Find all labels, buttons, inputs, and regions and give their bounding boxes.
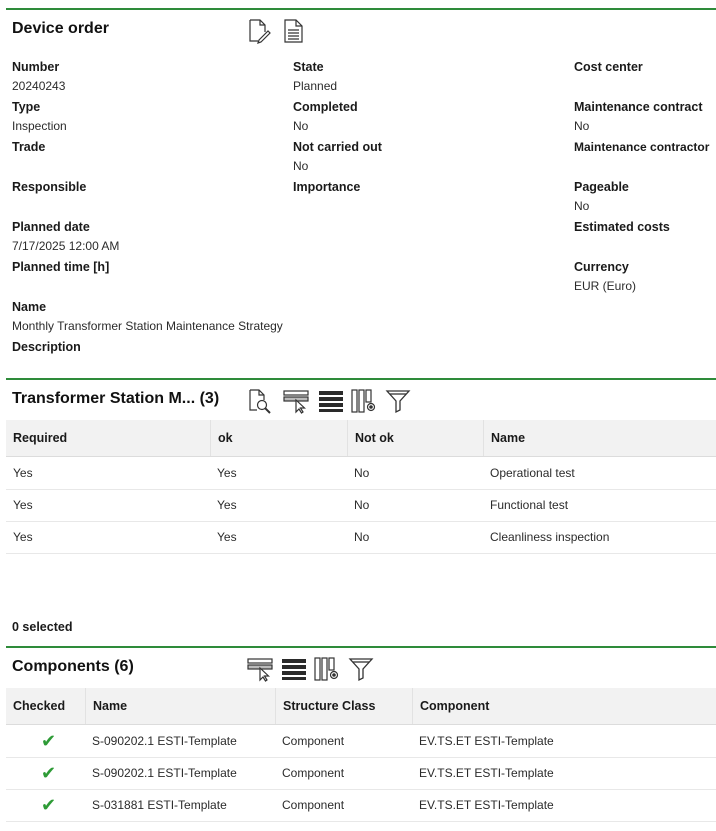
list-view-icon[interactable] xyxy=(317,388,345,414)
name-label: Name xyxy=(12,300,47,314)
state-label: State xyxy=(293,60,324,74)
cell-name: S-090202.1 ESTI-Template xyxy=(92,766,237,780)
checked-icon: ✔ xyxy=(41,731,57,751)
edit-document-icon[interactable] xyxy=(246,18,272,44)
section-divider xyxy=(6,646,716,648)
column-settings-icon[interactable] xyxy=(350,388,378,414)
cell-name: Cleanliness inspection xyxy=(490,530,610,544)
column-header-required[interactable]: Required xyxy=(13,431,68,445)
filter-icon[interactable] xyxy=(384,388,412,414)
table-row[interactable] xyxy=(6,757,716,790)
currency-label: Currency xyxy=(574,260,629,274)
cell-ok: Yes xyxy=(217,530,237,544)
planned-time-label: Planned time [h] xyxy=(12,260,110,274)
description-label: Description xyxy=(12,340,81,354)
column-header-checked[interactable]: Checked xyxy=(13,699,66,713)
pageable-label: Pageable xyxy=(574,180,629,194)
importance-label: Importance xyxy=(293,180,361,194)
completed-label: Completed xyxy=(293,100,358,114)
select-rows-icon[interactable] xyxy=(282,388,310,414)
components-table-header xyxy=(6,688,716,725)
completed-value: No xyxy=(293,119,309,133)
filter-icon[interactable] xyxy=(347,656,375,682)
column-settings-icon[interactable] xyxy=(313,656,341,682)
document-icon[interactable] xyxy=(282,18,306,44)
components-title: Components (6) xyxy=(12,658,134,675)
search-document-icon[interactable] xyxy=(246,388,272,414)
table-row[interactable] xyxy=(6,521,716,554)
table-row[interactable] xyxy=(6,789,716,822)
maintenance-contract-label: Maintenance contract xyxy=(574,100,703,114)
checked-icon: ✔ xyxy=(41,763,57,783)
column-header-name[interactable]: Name xyxy=(483,420,716,456)
estimated-costs-label: Estimated costs xyxy=(574,220,670,234)
table-row[interactable] xyxy=(6,489,716,522)
selection-count: 0 selected xyxy=(12,620,73,634)
cell-structure-class: Component xyxy=(282,734,345,748)
cell-name: Functional test xyxy=(490,498,569,512)
checklist-table-header xyxy=(6,420,716,457)
type-value: Inspection xyxy=(12,119,67,133)
cell-not-ok: No xyxy=(354,498,370,512)
cell-ok: Yes xyxy=(217,498,237,512)
list-view-icon[interactable] xyxy=(280,656,308,682)
pageable-value: No xyxy=(574,199,590,213)
checked-icon: ✔ xyxy=(41,795,57,815)
number-label: Number xyxy=(12,60,60,74)
checklist-title: Transformer Station M... (3) xyxy=(12,390,220,407)
column-header-ok[interactable]: ok xyxy=(210,420,347,456)
state-value: Planned xyxy=(293,79,338,93)
planned-date-value: 7/17/2025 12:00 AM xyxy=(12,239,120,253)
trade-label: Trade xyxy=(12,140,46,154)
column-header-name[interactable]: Name xyxy=(85,688,275,724)
maintenance-contract-value: No xyxy=(574,119,590,133)
cell-required: Yes xyxy=(13,498,33,512)
cell-required: Yes xyxy=(13,466,33,480)
name-value: Monthly Transformer Station Maintenance Strategy xyxy=(12,319,283,333)
cell-component: EV.TS.ET ESTI-Template xyxy=(419,766,554,780)
section-divider xyxy=(6,8,716,10)
maintenance-contractor-label: Maintenance contractor xyxy=(574,140,710,154)
cost-center-label: Cost center xyxy=(574,60,643,74)
responsible-label: Responsible xyxy=(12,180,87,194)
cell-structure-class: Component xyxy=(282,766,345,780)
table-row[interactable] xyxy=(6,457,716,490)
column-header-structure-class[interactable]: Structure Class xyxy=(275,688,412,724)
cell-name: S-090202.1 ESTI-Template xyxy=(92,734,237,748)
currency-value: EUR (Euro) xyxy=(574,279,637,293)
column-header-not-ok[interactable]: Not ok xyxy=(347,420,483,456)
cell-name: Operational test xyxy=(490,466,575,480)
page-title: Device order xyxy=(12,20,109,37)
cell-name: S-031881 ESTI-Template xyxy=(92,798,227,812)
cell-structure-class: Component xyxy=(282,798,345,812)
cell-not-ok: No xyxy=(354,466,370,480)
not-carried-out-value: No xyxy=(293,159,309,173)
type-label: Type xyxy=(12,100,41,114)
cell-required: Yes xyxy=(13,530,33,544)
cell-component: EV.TS.ET ESTI-Template xyxy=(419,798,554,812)
not-carried-out-label: Not carried out xyxy=(293,140,382,154)
cell-not-ok: No xyxy=(354,530,370,544)
cell-ok: Yes xyxy=(217,466,237,480)
planned-date-label: Planned date xyxy=(12,220,90,234)
number-value: 20240243 xyxy=(12,79,66,93)
section-divider xyxy=(6,378,716,380)
column-header-component[interactable]: Component xyxy=(412,688,716,724)
cell-component: EV.TS.ET ESTI-Template xyxy=(419,734,554,748)
table-row[interactable] xyxy=(6,725,716,758)
select-rows-icon[interactable] xyxy=(246,656,274,682)
